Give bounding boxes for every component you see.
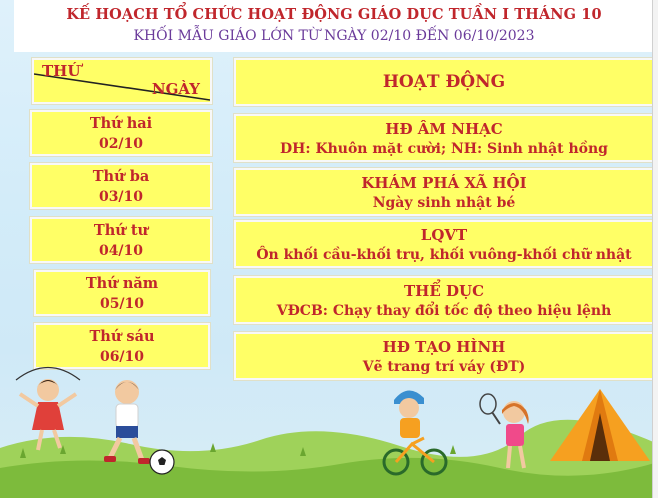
- window-edge: [652, 0, 658, 498]
- day-cell-2: [30, 163, 212, 209]
- day-date: 03/10: [98, 189, 144, 205]
- day-cell-3: [30, 217, 212, 263]
- page-subtitle: KHỐI MẪU GIÁO LỚN TỪ NGÀY 02/10 ĐẾN 06/10/2023: [133, 28, 535, 44]
- day-name: Thứ sáu: [89, 328, 155, 345]
- child-on-bicycle-illustration: [380, 380, 450, 480]
- activity-cell-4: [234, 276, 654, 324]
- header-ngay-label: NGÀY: [151, 80, 200, 98]
- soccer-ball-illustration: [148, 448, 176, 476]
- girl-jumping-rope-illustration: [8, 360, 88, 460]
- day-date: 02/10: [98, 136, 144, 152]
- activity-detail: Ôn khối cầu-khối trụ, khối vuông-khối chữ nhật: [256, 247, 632, 263]
- activity-detail: DH: Khuôn mặt cười; NH: Sinh nhật hồng: [280, 141, 608, 157]
- activity-detail: Ngày sinh nhật bé: [372, 195, 516, 211]
- header-thu-label: THỨ: [42, 62, 81, 80]
- day-cell-4: [34, 270, 210, 316]
- page-title: KẾ HOẠCH TỔ CHỨC HOẠT ĐỘNG GIÁO DỤC TUẦN I THÁNG 10: [66, 6, 602, 23]
- activity-cell-1: [234, 114, 654, 162]
- girl-with-tennis-racket-illustration: [478, 390, 548, 480]
- header-day-cell: [32, 58, 212, 104]
- day-name: Thứ ba: [92, 168, 150, 185]
- activity-title: HĐ TẠO HÌNH: [382, 338, 506, 356]
- activity-detail: VĐCB: Chạy thay đổi tốc độ theo hiệu lệnh: [276, 303, 612, 319]
- activity-cell-5: [234, 332, 654, 380]
- header-activity-label: HOẠT ĐỘNG: [382, 72, 506, 92]
- day-cell-1: [30, 110, 212, 156]
- day-date: 06/10: [99, 349, 145, 365]
- header-activity-cell: [234, 58, 654, 106]
- camping-tent-illustration: [546, 385, 654, 465]
- activity-cell-3: [234, 220, 654, 268]
- day-name: Thứ tư: [93, 222, 149, 239]
- activity-title: KHÁM PHÁ XÃ HỘI: [361, 174, 527, 192]
- activity-title: THỂ DỤC: [403, 282, 485, 300]
- activity-cell-2: [234, 168, 654, 216]
- title-bar: [14, 0, 654, 52]
- activity-title: HĐ ÂM NHẠC: [385, 120, 503, 138]
- day-name: Thứ năm: [85, 275, 159, 292]
- day-date: 04/10: [98, 243, 144, 259]
- day-date: 05/10: [99, 296, 145, 312]
- activity-detail: Vẽ trang trí váy (ĐT): [362, 359, 526, 375]
- day-name: Thứ hai: [89, 115, 153, 132]
- activity-title: LQVT: [420, 226, 468, 244]
